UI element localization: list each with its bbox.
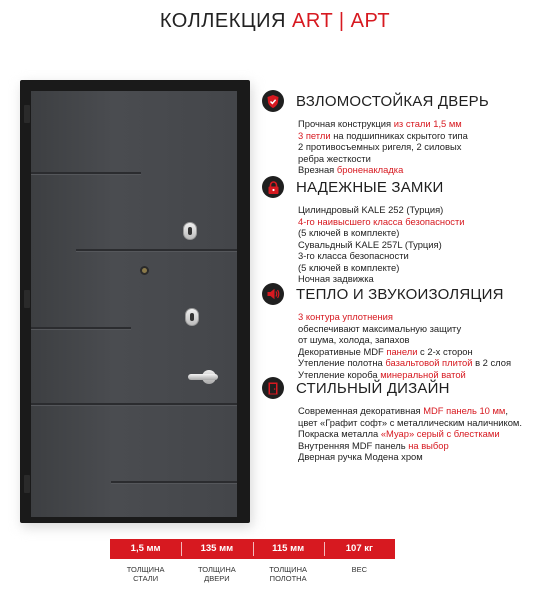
feature-line (298, 357, 542, 369)
cylinder-lock-icon (183, 222, 197, 240)
highlight-text: на выбор (408, 439, 449, 451)
title-accent: ART | АРТ (292, 10, 391, 32)
feature-line (298, 440, 542, 452)
feature-line (298, 323, 542, 335)
spec-label-line: ДВЕРИ (204, 574, 230, 583)
page-title (0, 10, 550, 33)
highlight-text: минеральной ватой (380, 368, 466, 380)
spec-label-line: СТАЛИ (133, 574, 159, 583)
body-text: Утепление короба (298, 368, 381, 380)
spec-label-line: ВЕС (351, 565, 368, 574)
door-leaf (31, 91, 237, 517)
body-text: 3-го класса безопасности (298, 250, 409, 261)
feature-line (298, 346, 542, 358)
spec-label (324, 565, 395, 574)
spec-label-line: ТОЛЩИНА (269, 565, 307, 574)
body-text: Цилиндровый KALE 252 (Турция) (298, 204, 444, 215)
feature-burglar-resistant (262, 90, 542, 176)
feature-line (298, 428, 542, 440)
highlight-text: «Муар» серый с блестками (380, 428, 500, 439)
spec-label-line: ПОЛОТНА (269, 574, 307, 583)
door-frame (20, 80, 250, 523)
highlight-text: броненакладка (336, 164, 404, 175)
feature-line (298, 451, 542, 463)
spec-label (253, 565, 324, 583)
feature-line (298, 204, 542, 216)
highlight-text: панели (386, 345, 418, 357)
body-text: , (505, 405, 508, 416)
spec-label (181, 565, 252, 583)
spec-label (110, 565, 181, 583)
spec-value: 115 мм (272, 543, 305, 554)
feature-text (298, 311, 542, 380)
feature-line (298, 153, 542, 165)
body-text: Сувальдный KALE 257L (Турция) (298, 238, 442, 250)
body-text: 2 противосъемных ригеля, 2 силовых (298, 141, 462, 152)
body-text: Декоративные MDF (298, 345, 387, 357)
body-text: Дверная ручка Модена хром (298, 451, 423, 462)
highlight-text: из стали 1,5 мм (393, 118, 462, 129)
door-groove (31, 403, 237, 405)
body-text: Врезная (298, 164, 337, 175)
body-text: обеспечивают максимальную защиту (298, 322, 462, 334)
highlight-text: базальтовой плитой (385, 357, 473, 368)
door-groove (76, 249, 237, 251)
feature-line (298, 130, 542, 142)
body-text: цвет «Графит софт» с металлическим наличником. (298, 416, 522, 428)
highlight-text: MDF панель 10 мм (423, 405, 506, 416)
feature-text (298, 118, 542, 176)
feature-line (298, 216, 542, 228)
feature-title: ТЕПЛО И ЗВУКОИЗОЛЯЦИЯ (296, 285, 504, 303)
feature-line (298, 311, 542, 323)
door-groove (111, 481, 237, 483)
body-text: (5 ключей в комплекте) (298, 261, 400, 273)
door-icon (262, 377, 284, 399)
highlight-text: 4-го наивысшего класса безопасности (298, 215, 465, 227)
feature-line (298, 118, 542, 130)
feature-text (298, 204, 542, 285)
body-text: в 2 слоя (472, 357, 512, 368)
feature-line (298, 417, 542, 429)
door-image (20, 80, 250, 523)
feature-line (298, 227, 542, 239)
body-text: с 2-х сторон (417, 345, 473, 357)
feature-line (298, 334, 542, 346)
body-text: Современная декоративная (298, 405, 424, 416)
feature-title: СТИЛЬНЫЙ ДИЗАЙН (296, 379, 450, 397)
speaker-icon (262, 283, 284, 305)
title-main: КОЛЛЕКЦИЯ (159, 10, 293, 32)
spec-label-line: ТОЛЩИНА (126, 565, 165, 574)
feature-title: ВЗЛОМОСТОЙКАЯ ДВЕРЬ (296, 92, 489, 110)
feature-line (298, 239, 542, 251)
feature-line (298, 405, 542, 417)
body-text: от шума, холода, запахов (298, 334, 410, 345)
feature-line (298, 250, 542, 262)
feature-line (298, 262, 542, 274)
door-groove (31, 172, 141, 174)
specs-bar (110, 539, 395, 559)
body-text: ребра жесткости (298, 152, 371, 164)
feature-line (298, 164, 542, 176)
body-text: Прочная конструкция (298, 118, 394, 129)
body-text: Ночная задвижка (298, 273, 374, 284)
lever-lock-icon (185, 308, 199, 326)
lock-icon (262, 176, 284, 198)
body-text: на подшипниках скрытого типа (330, 129, 468, 141)
spec-value: 135 мм (200, 543, 234, 554)
highlight-text: 3 петли (298, 129, 331, 141)
highlight-text: 3 контура уплотнения (298, 311, 393, 322)
body-text: (5 ключей в комплекте) (298, 227, 400, 238)
door-hinge (24, 290, 30, 308)
door-handle-icon (188, 374, 218, 380)
door-hinge (24, 475, 30, 493)
feature-title: НАДЕЖНЫЕ ЗАМКИ (296, 178, 444, 196)
spec-value: 1,5 мм (130, 543, 161, 554)
feature-line (298, 141, 542, 153)
feature-insulation (262, 283, 542, 380)
peephole-icon (140, 266, 149, 275)
shield-icon (262, 90, 284, 112)
feature-design (262, 377, 542, 463)
spec-value: 107 кг (345, 543, 373, 554)
spec-label-line: ТОЛЩИНА (197, 565, 236, 574)
door-groove (31, 327, 131, 329)
feature-locks (262, 176, 542, 285)
feature-text (298, 405, 542, 463)
body-text: Внутренняя MDF панель (298, 439, 409, 451)
body-text: Покраска металла (298, 428, 381, 439)
door-hinge (24, 105, 30, 123)
body-text: Утепление полотна (298, 357, 386, 368)
